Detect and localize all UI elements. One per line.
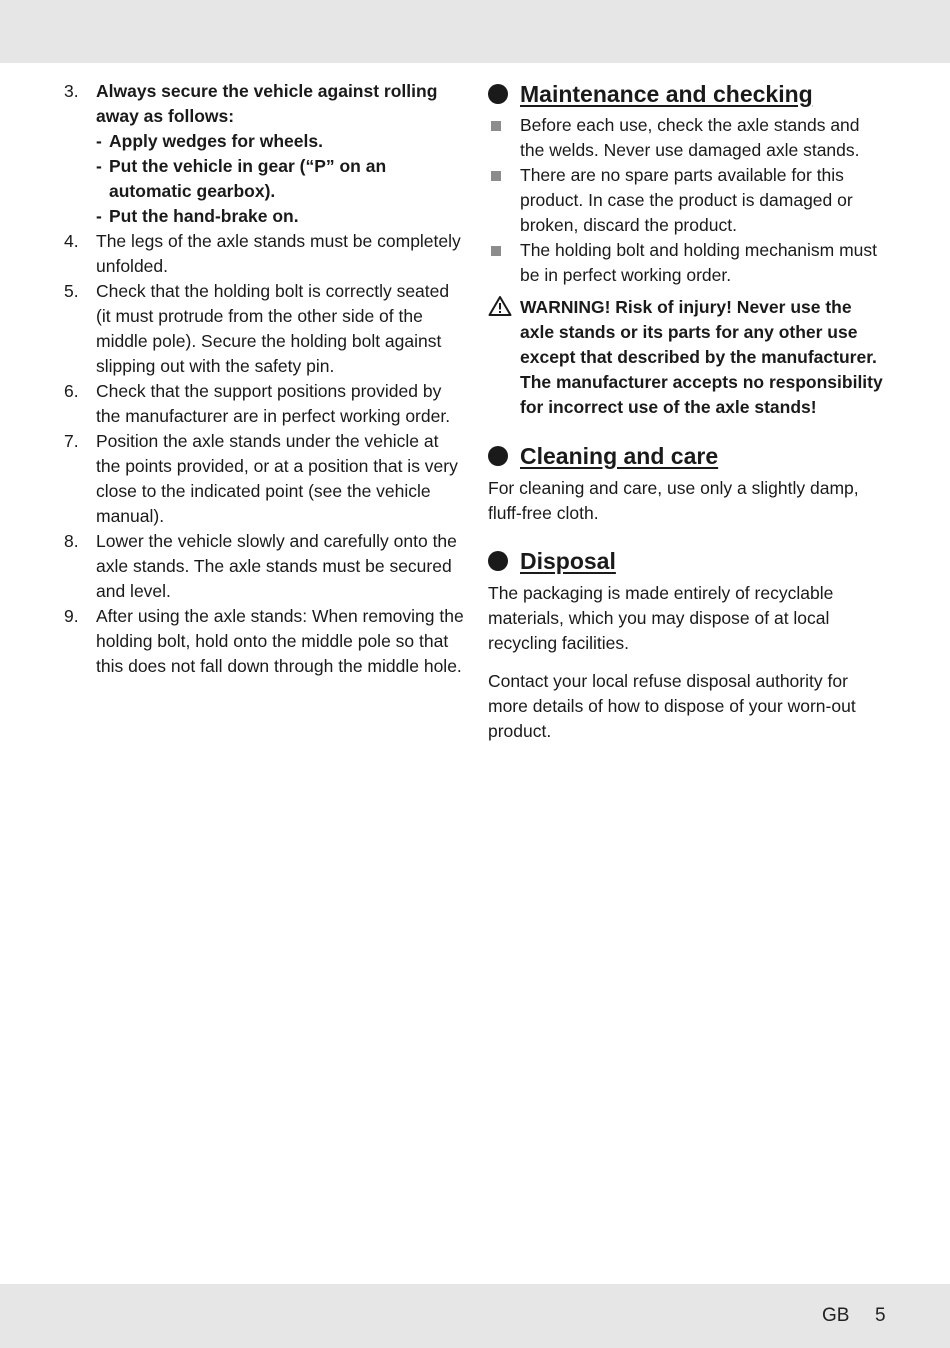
disposal-paragraph: The packaging is made entirely of recyclable materials, which you may dispose of at local recycling facilities. <box>488 583 834 653</box>
step-number: 6. <box>64 381 79 401</box>
substep: - Put the hand-brake on. <box>96 204 464 229</box>
disposal-heading <box>488 546 888 576</box>
step-3 <box>64 79 464 229</box>
step-5 <box>64 279 464 379</box>
bullet-dot-icon <box>488 551 508 571</box>
step-text: Check that the holding bolt is correctly seated (it must protrude from the other side of the middle pole). Secure the holding bolt against slipping out with the safety pin. <box>96 281 450 376</box>
list-item <box>488 163 888 238</box>
footer-band <box>0 1284 950 1348</box>
substep-text: Apply wedges for wheels. <box>109 131 323 151</box>
list-item-text: There are no spare parts available for this product. In case the product is damaged or broken, discard the product. <box>520 165 853 235</box>
header-band <box>0 0 950 63</box>
page-number: 5 <box>875 1305 886 1326</box>
warning-text: WARNING! Risk of injury! Never use the axle stands or its parts for any other use except that described by the manufacturer. The manufacturer accepts no responsibility for incorrect use of the axle stands! <box>520 297 883 417</box>
cleaning-heading <box>488 441 888 471</box>
square-bullet-icon <box>488 163 520 238</box>
step-text: Lower the vehicle slowly and carefully onto the axle stands. The axle stands must be secured and level. <box>96 531 457 601</box>
bullet-dot-icon <box>488 84 508 104</box>
disposal-title: Disposal <box>520 547 616 574</box>
cleaning-title: Cleaning and care <box>520 442 719 469</box>
right-column <box>488 79 888 744</box>
footer-language: GB <box>822 1305 850 1326</box>
step-7 <box>64 429 464 529</box>
cleaning-text: For cleaning and care, use only a slightly damp, fluff-free cloth. <box>488 478 859 523</box>
maintenance-title: Maintenance and checking <box>520 80 813 107</box>
step-4 <box>64 229 464 279</box>
substep-text: Put the hand-brake on. <box>109 206 299 226</box>
substep: - Put the vehicle in gear (“P” on an automatic gearbox). <box>96 154 464 204</box>
step-text: The legs of the axle stands must be completely unfolded. <box>96 231 461 276</box>
list-item <box>488 238 888 288</box>
step-number: 8. <box>64 531 79 551</box>
maintenance-heading <box>488 79 888 109</box>
substep-text: Put the vehicle in gear (“P” on an automatic gearbox). <box>109 156 387 201</box>
warning-block <box>488 295 888 420</box>
step-text: Always secure the vehicle against rolling away as follows: <box>96 81 438 126</box>
square-bullet-icon <box>488 113 520 163</box>
step-9 <box>64 604 464 679</box>
bullet-dot-icon <box>488 446 508 466</box>
step-number: 9. <box>64 606 79 626</box>
left-column <box>64 79 464 679</box>
step-text: Position the axle stands under the vehicle at the points provided, or at a position that is very close to the indicated point (see the vehicle manual). <box>96 431 458 526</box>
step-number: 5. <box>64 281 79 301</box>
warning-triangle-icon <box>488 295 520 420</box>
square-bullet-icon <box>488 238 520 288</box>
step-number: 3. <box>64 81 79 101</box>
disposal-paragraph: Contact your local refuse disposal authority for more details of how to dispose of your worn-out product. <box>488 671 856 741</box>
step-8 <box>64 529 464 604</box>
list-item <box>488 113 888 163</box>
step-number: 4. <box>64 231 79 251</box>
step-6 <box>64 379 464 429</box>
step-text: Check that the support positions provided by the manufacturer are in perfect working order. <box>96 381 451 426</box>
step-number: 7. <box>64 431 79 451</box>
substep: - Apply wedges for wheels. <box>96 129 464 154</box>
step-text: After using the axle stands: When removing the holding bolt, hold onto the middle pole so that this does not fall down through the middle hole. <box>96 606 464 676</box>
list-item-text: The holding bolt and holding mechanism must be in perfect working order. <box>520 240 878 285</box>
list-item-text: Before each use, check the axle stands and the welds. Never use damaged axle stands. <box>520 115 860 160</box>
